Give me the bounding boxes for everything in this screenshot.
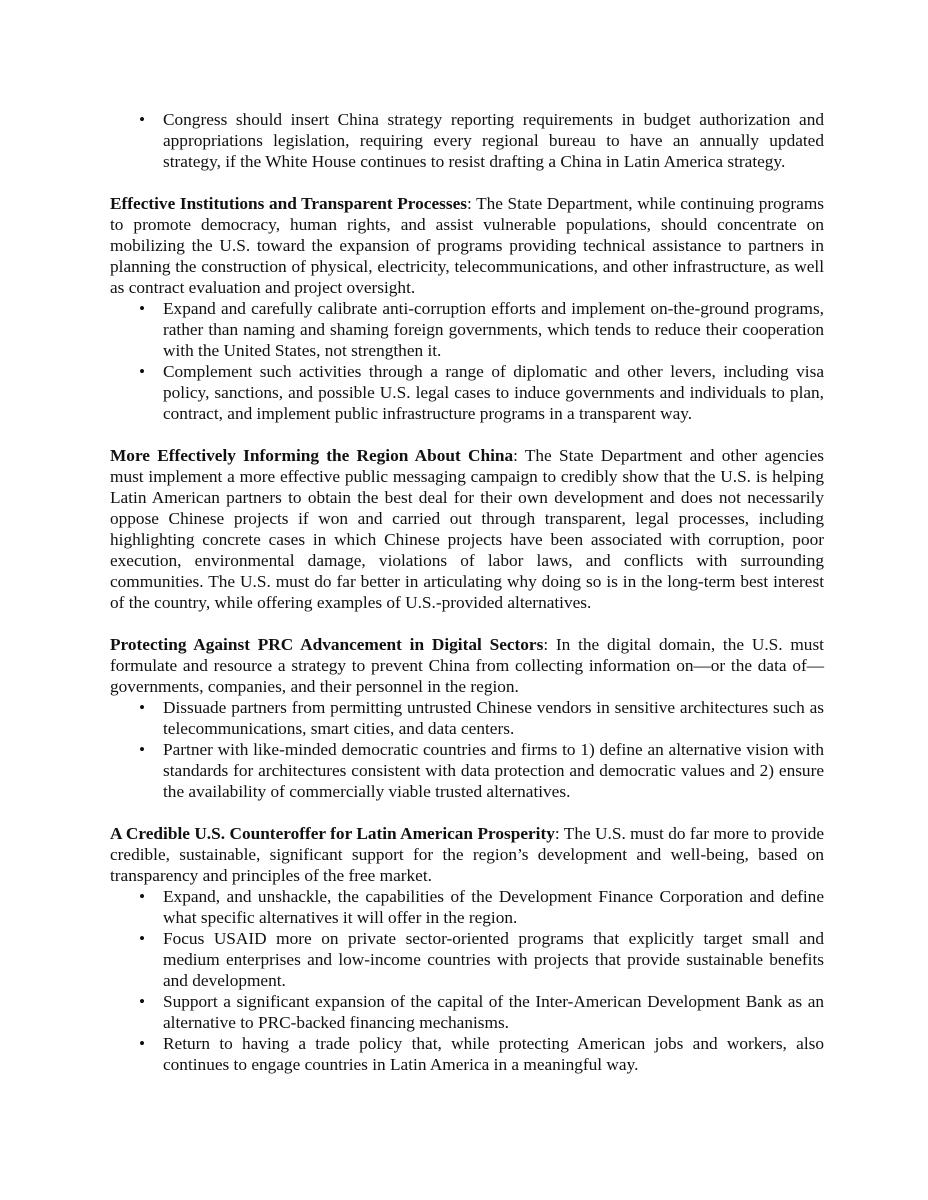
bullet-item bbox=[110, 697, 824, 739]
bullet-list bbox=[110, 886, 824, 1075]
section bbox=[110, 193, 824, 424]
bullet-item bbox=[110, 928, 824, 991]
section bbox=[110, 823, 824, 1075]
bullet-list bbox=[110, 109, 824, 172]
bullet-icon: • bbox=[138, 1034, 146, 1053]
bullet-icon: • bbox=[138, 887, 146, 906]
section-paragraph bbox=[110, 193, 824, 298]
bullet-item bbox=[110, 109, 824, 172]
section-body-text: : In the digital domain, the U.S. must formulate and resource a strategy to prevent China from collecting information on—or the data of—governments, companies, and their personnel in the region. bbox=[110, 635, 824, 696]
section-heading: Protecting Against PRC Advancement in Digital Sectors bbox=[110, 635, 544, 654]
section-body-text: : The U.S. must do far more to provide credible, sustainable, significant support for the region’s development and well-being, based on transparency and principles of the free market. bbox=[110, 824, 824, 885]
section bbox=[110, 634, 824, 802]
bullet-text: Congress should insert China strategy reporting requirements in budget authorization and appropriations legislation, requiring every regional bureau to have an annually updated strategy, if the White House continues to resist drafting a China in Latin America strategy. bbox=[163, 110, 824, 171]
bullet-list bbox=[110, 697, 824, 802]
bullet-item bbox=[110, 886, 824, 928]
bullet-list bbox=[110, 298, 824, 424]
intro-bullets bbox=[110, 109, 824, 172]
bullet-icon: • bbox=[138, 110, 146, 129]
bullet-text: Partner with like-minded democratic countries and firms to 1) define an alternative vision with standards for architectures consistent with data protection and democratic values and 2) ensure the availability of commercially viable trusted alternatives. bbox=[163, 740, 824, 801]
bullet-item bbox=[110, 991, 824, 1033]
bullet-text: Complement such activities through a range of diplomatic and other levers, including visa policy, sanctions, and possible U.S. legal cases to induce governments and individuals to plan, contract, and implement public infrastructure programs in a transparent way. bbox=[163, 362, 824, 423]
bullet-text: Expand and carefully calibrate anti-corruption efforts and implement on-the-ground programs, rather than naming and shaming foreign governments, which tends to reduce their cooperation with the United States, not strengthen it. bbox=[163, 299, 824, 360]
section-body-text: : The State Department and other agencies must implement a more effective public messaging campaign to credibly show that the U.S. is helping Latin American partners to obtain the best deal for their own development and does not necessarily oppose Chinese projects if won and carried out through transparent, legal processes, including highlighting concrete cases in which Chinese projects have been associated with corruption, poor execution, environmental damage, violations of labor laws, and conflicts with surrounding communities. The U.S. must do far better in articulating why doing so is in the long-term best interest of the country, while offering examples of U.S.-provided alternatives. bbox=[110, 446, 824, 612]
bullet-text: Dissuade partners from permitting untrusted Chinese vendors in sensitive architectures such as telecommunications, smart cities, and data centers. bbox=[163, 698, 824, 738]
section-paragraph bbox=[110, 823, 824, 886]
bullet-item bbox=[110, 361, 824, 424]
section-body-text: : The State Department, while continuing programs to promote democracy, human rights, and assist vulnerable populations, should concentrate on mobilizing the U.S. toward the expansion of programs providing technical assistance to partners in planning the construction of physical, electricity, telecommunications, and other infrastructure, as well as contract evaluation and project oversight. bbox=[110, 194, 824, 297]
section-heading: Effective Institutions and Transparent Processes bbox=[110, 194, 467, 213]
bullet-icon: • bbox=[138, 698, 146, 717]
section-paragraph bbox=[110, 445, 824, 613]
section-heading: More Effectively Informing the Region About China bbox=[110, 446, 514, 465]
bullet-text: Support a significant expansion of the capital of the Inter-American Development Bank as an alternative to PRC-backed financing mechanisms. bbox=[163, 992, 824, 1032]
bullet-icon: • bbox=[138, 740, 146, 759]
section-heading: A Credible U.S. Counteroffer for Latin American Prosperity bbox=[110, 824, 555, 843]
bullet-text: Focus USAID more on private sector-oriented programs that explicitly target small and medium enterprises and low-income countries with projects that provide sustainable benefits and development. bbox=[163, 929, 824, 990]
bullet-text: Return to having a trade policy that, while protecting American jobs and workers, also continues to engage countries in Latin America in a meaningful way. bbox=[163, 1034, 824, 1074]
section-paragraph bbox=[110, 634, 824, 697]
section bbox=[110, 445, 824, 613]
bullet-item bbox=[110, 739, 824, 802]
bullet-icon: • bbox=[138, 929, 146, 948]
bullet-text: Expand, and unshackle, the capabilities of the Development Finance Corporation and define what specific alternatives it will offer in the region. bbox=[163, 887, 824, 927]
bullet-icon: • bbox=[138, 362, 146, 381]
document-body bbox=[110, 109, 824, 1096]
bullet-icon: • bbox=[138, 299, 146, 318]
bullet-item bbox=[110, 1033, 824, 1075]
bullet-icon: • bbox=[138, 992, 146, 1011]
bullet-item bbox=[110, 298, 824, 361]
